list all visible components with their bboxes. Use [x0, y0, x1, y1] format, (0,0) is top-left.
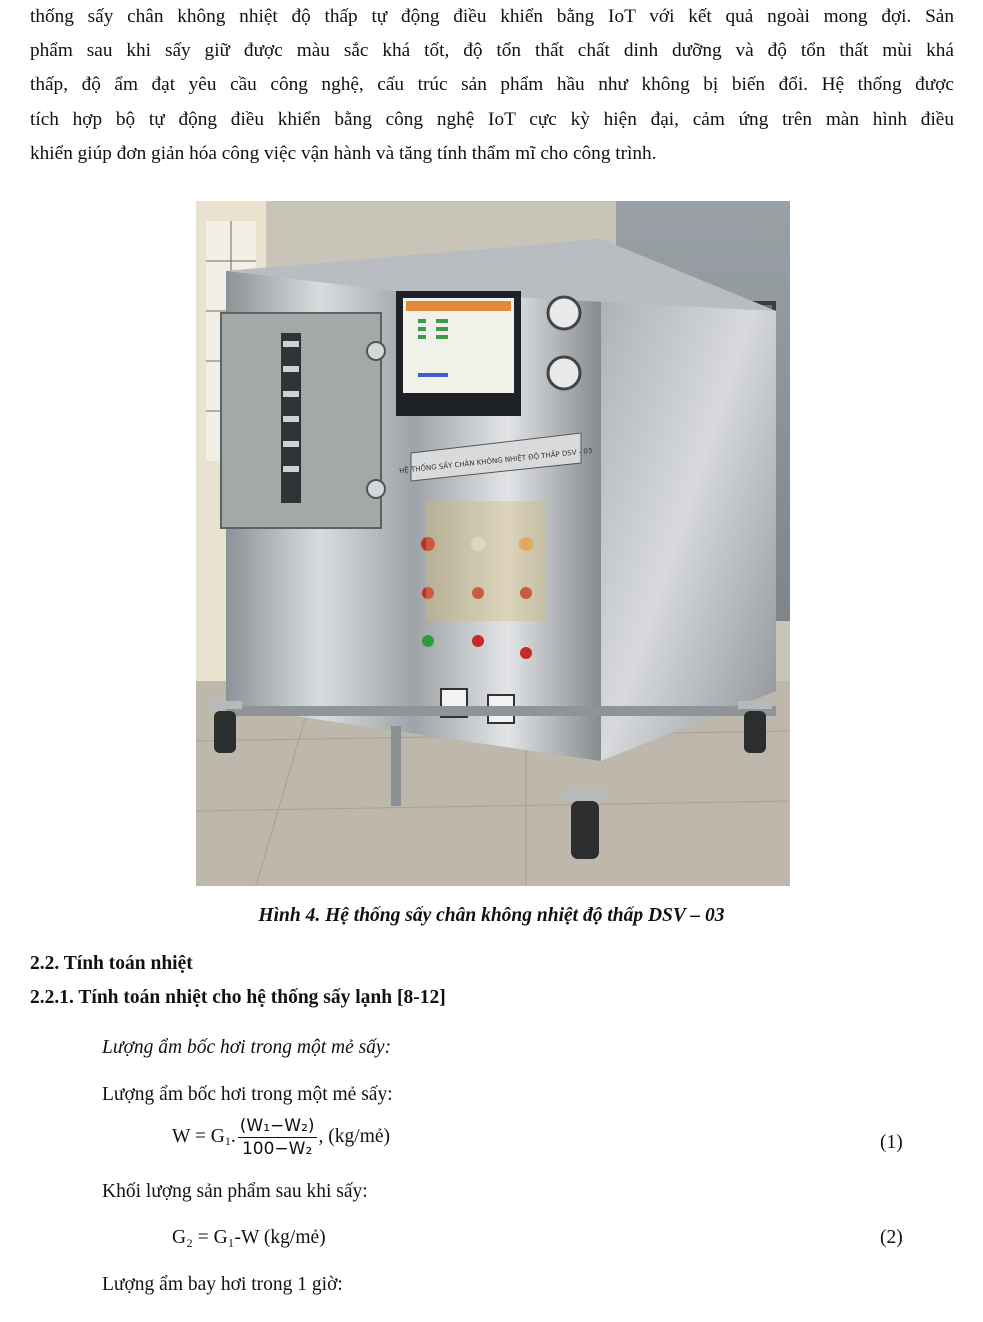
section-heading: 2.2. Tính toán nhiệt: [30, 953, 193, 974]
intro-line: thấp, độ ẩm đạt yêu cầu công nghệ, cấu trúc sản phẩm hầu như không bị biến đổi. Hệ thống được: [30, 74, 954, 96]
equation-1-number: (1): [880, 1132, 903, 1153]
eq1-numerator: (W₁−W₂): [239, 1116, 315, 1136]
intro-line: phẩm sau khi sấy giữ được màu sắc khá tốt, độ tổn thất chất dinh dưỡng và độ tổn thất mùi khá: [30, 40, 954, 62]
panel-banner-text: HỆ THỐNG SẤY CHÂN KHÔNG NHIỆT ĐỘ THẤP DSV - 03: [398, 446, 593, 476]
equation-2-number: (2): [880, 1227, 903, 1248]
eq1-dot: .: [230, 1125, 236, 1147]
subsection-heading: 2.2.1. Tính toán nhiệt cho hệ thống sấy lạnh [8-12]: [30, 987, 446, 1008]
intro-line: khiển giúp đơn giản hóa công việc vận hành và tăng tính thẩm mĩ cho công trình.: [30, 142, 657, 164]
intro-paragraph: [30, 0, 954, 171]
figure-photo-dryer: [196, 201, 790, 886]
figure-caption: Hình 4. Hệ thống sấy chân không nhiệt độ thấp DSV – 03: [258, 905, 725, 926]
equation-2: G₂ = G₁-W (kg/mẻ): [172, 1227, 326, 1248]
eq1-denominator: 100−W₂: [241, 1139, 313, 1159]
equation-1: [172, 1116, 390, 1159]
text-line: Khối lượng sản phẩm sau khi sấy:: [102, 1181, 368, 1202]
eq1-subscript: 1: [224, 1133, 231, 1148]
text-line: Lượng ẩm bay hơi trong 1 giờ:: [102, 1274, 343, 1295]
italic-text-line: Lượng ẩm bốc hơi trong một mẻ sấy:: [102, 1037, 392, 1058]
eq1-fraction: [238, 1116, 317, 1159]
intro-line: tích hợp bộ tự động điều khiển bằng công nghệ IoT cực kỳ hiện đại, cảm ứng trên màn hình điều: [30, 108, 954, 130]
eq1-unit: , (kg/mẻ): [318, 1125, 391, 1147]
text-line: Lượng ẩm bốc hơi trong một mẻ sấy:: [102, 1084, 393, 1105]
intro-line: thống sấy chân không nhiệt độ thấp tự động điều khiển bằng IoT với kết quả ngoài mong đợi. Sản: [30, 6, 954, 27]
eq1-lhs: W = G: [172, 1125, 225, 1147]
